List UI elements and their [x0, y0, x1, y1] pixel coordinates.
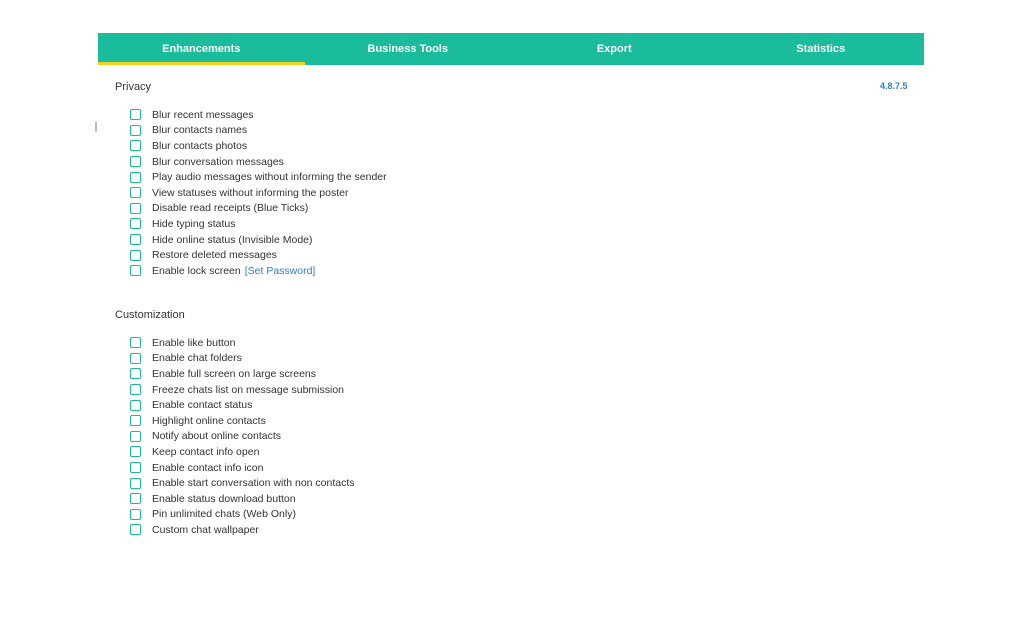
option-row	[130, 397, 355, 413]
option-row	[130, 107, 387, 123]
option-row	[130, 263, 387, 279]
checkbox[interactable]	[130, 203, 141, 214]
section-title-privacy: Privacy	[115, 81, 152, 93]
option-row	[130, 232, 387, 248]
option-label: Keep contact info open	[152, 445, 260, 458]
checkbox[interactable]	[130, 234, 141, 245]
option-row	[130, 507, 355, 523]
option-label: Blur conversation messages	[152, 155, 284, 168]
checkbox[interactable]	[130, 125, 141, 136]
checkbox[interactable]	[130, 218, 141, 229]
option-label: Enable contact status	[152, 399, 253, 412]
option-row	[130, 413, 355, 429]
customization-options	[130, 335, 355, 538]
checkbox[interactable]	[130, 156, 141, 167]
checkbox[interactable]	[130, 493, 141, 504]
tab-bar	[98, 33, 924, 65]
option-row	[130, 201, 387, 217]
option-row	[130, 366, 355, 382]
option-label: Freeze chats list on message submission	[152, 383, 344, 396]
option-row	[130, 429, 355, 445]
checkbox[interactable]	[130, 353, 141, 364]
checkbox[interactable]	[130, 140, 141, 151]
tab-export[interactable]: Export	[596, 43, 632, 55]
option-label: Enable lock screen	[152, 264, 241, 277]
checkbox[interactable]	[130, 109, 141, 120]
option-label: Enable status download button	[152, 492, 296, 505]
option-row	[130, 247, 387, 263]
option-label: View statuses without informing the poster	[152, 186, 349, 199]
option-label: Highlight online contacts	[152, 414, 266, 427]
checkbox[interactable]	[130, 478, 141, 489]
tab-statistics[interactable]: Statistics	[796, 43, 846, 55]
option-label: Hide online status (Invisible Mode)	[152, 233, 313, 246]
option-row	[130, 444, 355, 460]
option-label: Hide typing status	[152, 217, 236, 230]
option-row	[130, 169, 387, 185]
option-label: Play audio messages without informing the sender	[152, 171, 387, 184]
set-password-link[interactable]: [Set Password]	[244, 264, 316, 277]
option-row	[130, 522, 355, 538]
checkbox[interactable]	[130, 415, 141, 426]
option-label: Custom chat wallpaper	[152, 523, 259, 536]
side-marker	[95, 122, 97, 132]
option-label: Blur contacts photos	[152, 139, 248, 152]
checkbox[interactable]	[130, 384, 141, 395]
checkbox[interactable]	[130, 431, 141, 442]
section-title-customization: Customization	[115, 309, 185, 321]
option-row	[130, 138, 387, 154]
option-label: Enable start conversation with non contacts	[152, 477, 355, 490]
version-label: 4.8.7.5	[880, 81, 908, 91]
option-label: Pin unlimited chats (Web Only)	[152, 508, 296, 521]
option-row	[130, 491, 355, 507]
option-row	[130, 351, 355, 367]
option-label: Blur contacts names	[152, 124, 248, 137]
tab-business-tools[interactable]: Business Tools	[367, 43, 448, 55]
checkbox[interactable]	[130, 400, 141, 411]
option-row	[130, 382, 355, 398]
option-label: Disable read receipts (Blue Ticks)	[152, 202, 309, 215]
option-label: Enable full screen on large screens	[152, 367, 317, 380]
option-label: Restore deleted messages	[152, 249, 277, 262]
checkbox[interactable]	[130, 250, 141, 261]
option-row	[130, 216, 387, 232]
option-label: Enable contact info icon	[152, 461, 264, 474]
checkbox[interactable]	[130, 187, 141, 198]
option-row	[130, 460, 355, 476]
checkbox[interactable]	[130, 337, 141, 348]
option-row	[130, 475, 355, 491]
checkbox[interactable]	[130, 368, 141, 379]
option-label: Notify about online contacts	[152, 430, 281, 443]
checkbox[interactable]	[130, 172, 141, 183]
option-row	[130, 335, 355, 351]
option-label: Enable chat folders	[152, 352, 242, 365]
checkbox[interactable]	[130, 446, 141, 457]
option-label: Enable like button	[152, 336, 236, 349]
checkbox[interactable]	[130, 509, 141, 520]
option-row	[130, 154, 387, 170]
checkbox[interactable]	[130, 265, 141, 276]
option-row	[130, 185, 387, 201]
privacy-options	[130, 107, 387, 279]
option-label: Blur recent messages	[152, 108, 254, 121]
checkbox[interactable]	[130, 524, 141, 535]
tab-enhancements[interactable]: Enhancements	[98, 33, 305, 65]
checkbox[interactable]	[130, 462, 141, 473]
option-row	[130, 123, 387, 139]
